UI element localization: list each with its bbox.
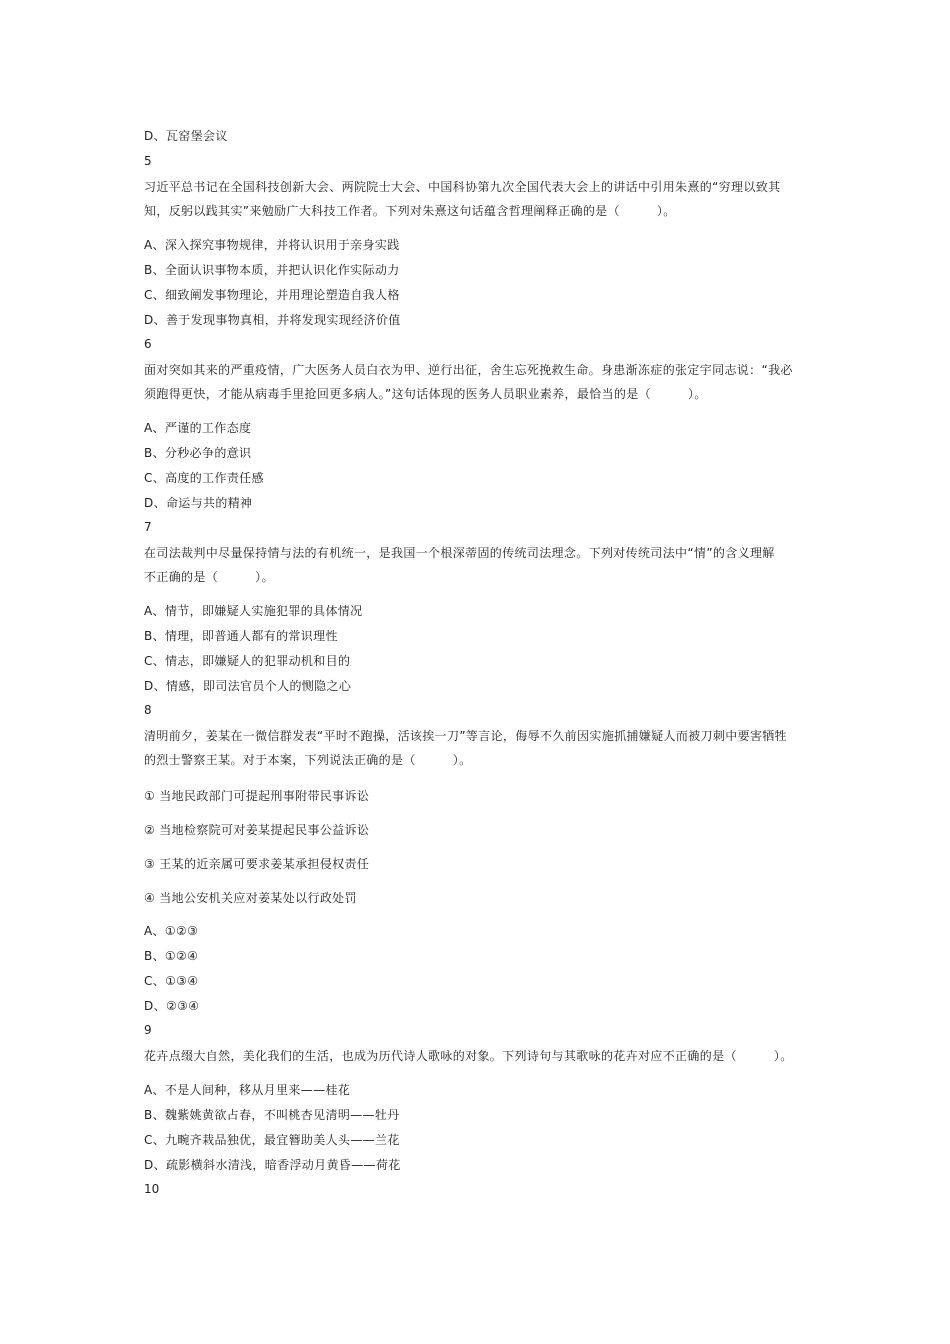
option-line: D、善于发现事物真相，并将发现实现经济价值 [144,313,401,327]
option-line: B、①②④ [144,949,199,963]
question-number: 9 [144,1023,152,1037]
question-stem-line: 习近平总书记在全国科技创新大会、两院院士大会、中国科协第九次全国代表大会上的讲话中引用朱熹的“穷理以致其 [144,180,781,194]
option-line: D、②③④ [144,999,200,1013]
question-number: 5 [144,154,152,168]
option-line: D、情感，即司法官员个人的恻隐之心 [144,679,352,693]
statement-line: ③ 王某的近亲属可要求姜某承担侵权责任 [144,857,370,871]
question-stem-line: 知，反躬以践其实”来勉励广大科技工作者。下列对朱熹这句话蕴含哲理阐释正确的是（ ）。 [144,204,676,218]
statement-line: ② 当地检察院可对姜某提起民事公益诉讼 [144,823,370,837]
question-number: 10 [144,1182,160,1196]
option-line: C、细致阐发事物理论，并用理论塑造自我人格 [144,288,400,302]
question-number: 8 [144,703,152,717]
question-stem-line: 面对突如其来的严重疫情，广大医务人员白衣为甲、逆行出征，舍生忘死挽救生命。身患渐冻症的张定宇同志说：“我必 [144,363,793,377]
question-stem-line: 花卉点缀大自然，美化我们的生活，也成为历代诗人歌咏的对象。下列诗句与其歌咏的花卉对应不正确的是（ ）。 [144,1049,793,1063]
question-stem-line: 在司法裁判中尽量保持情与法的有机统一，是我国一个根深蒂固的传统司法理念。下列对传统司法中“情”的含义理解 [144,546,775,560]
question-stem-line: 不正确的是（ ）。 [144,570,274,584]
option-line: C、情志，即嫌疑人的犯罪动机和目的 [144,654,351,668]
option-line: B、魏紫姚黄欲占春，不叫桃杏见清明——牡丹 [144,1108,400,1122]
question-stem-line: 清明前夕，姜某在一微信群发表“平时不跑操，活该挨一刀”等言论，侮辱不久前因实施抓捕嫌疑人而被刀刺中要害牺牲 [144,729,787,743]
question-number: 7 [144,520,152,534]
option-line: A、深入探究事物规律，并将认识用于亲身实践 [144,238,400,252]
option-line: C、高度的工作责任感 [144,471,264,485]
question-stem-line: 须跑得更快，才能从病毒手里抢回更多病人。”这句话体现的医务人员职业素养，最恰当的是（ ）。 [144,387,707,401]
statement-line: ① 当地民政部门可提起刑事附带民事诉讼 [144,789,370,803]
question-stem-line: 的烈士警察王某。对于本案，下列说法正确的是（ ）。 [144,753,472,767]
option-line: C、①③④ [144,974,199,988]
statement-line: ④ 当地公安机关应对姜某处以行政处罚 [144,891,357,905]
option-line: B、情理，即普通人都有的常识理性 [144,629,338,643]
question-number: 6 [144,337,152,351]
option-line: A、①②③ [144,924,199,938]
option-line: D、疏影横斜水清浅，暗香浮动月黄昏——荷花 [144,1158,401,1172]
option-line: D、瓦窑堡会议 [144,129,228,143]
option-line: C、九畹齐栽品独优，最宜簪助美人头——兰花 [144,1133,400,1147]
option-line: D、命运与共的精神 [144,496,253,510]
option-line: B、全面认识事物本质，并把认识化作实际动力 [144,263,400,277]
option-line: A、情节，即嫌疑人实施犯罪的具体情况 [144,604,363,618]
option-line: A、严谨的工作态度 [144,421,252,435]
option-line: B、分秒必争的意识 [144,446,252,460]
option-line: A、不是人间种，移从月里来——桂花 [144,1083,351,1097]
